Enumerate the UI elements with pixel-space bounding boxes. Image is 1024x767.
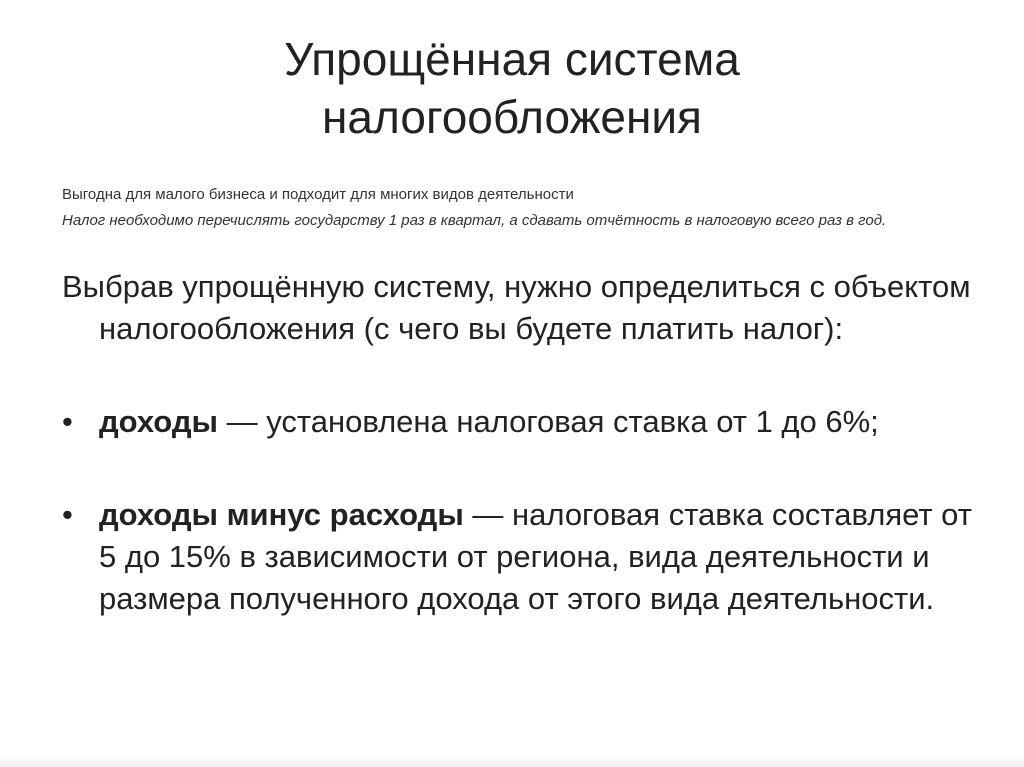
slide-title bbox=[160, 30, 864, 146]
bullet-marker: • bbox=[62, 404, 73, 439]
intro-paragraph: Выбрав упрощённую систему, нужно определиться с объектом налогообложения (с чего вы будете платить налог): bbox=[62, 269, 971, 346]
title-line-1: Упрощённая система bbox=[284, 33, 740, 85]
note-payment-schedule: Налог необходимо перечислять государству 1 раз в квартал, а сдавать отчётность в налоговую всего раз в год. bbox=[62, 212, 887, 229]
bullet-text: — установлена налоговая ставка от 1 до 6%; bbox=[218, 404, 879, 439]
bullet-text: — налоговая ставка составляет от 5 до 15% в зависимости от региона, вида деятельности и размера полученного дохода от этого вида деятельности. bbox=[99, 497, 972, 616]
bullet-item-income bbox=[62, 401, 979, 443]
bullet-term: доходы минус расходы bbox=[99, 497, 464, 532]
bullet-item-income-minus-expenses bbox=[62, 494, 979, 620]
title-line-2: налогообложения bbox=[322, 91, 702, 143]
note-benefit: Выгодна для малого бизнеса и подходит для многих видов деятельности bbox=[62, 186, 574, 203]
bottom-edge-shadow bbox=[0, 755, 1024, 767]
bullet-marker: • bbox=[62, 497, 73, 532]
bullet-term: доходы bbox=[99, 404, 218, 439]
